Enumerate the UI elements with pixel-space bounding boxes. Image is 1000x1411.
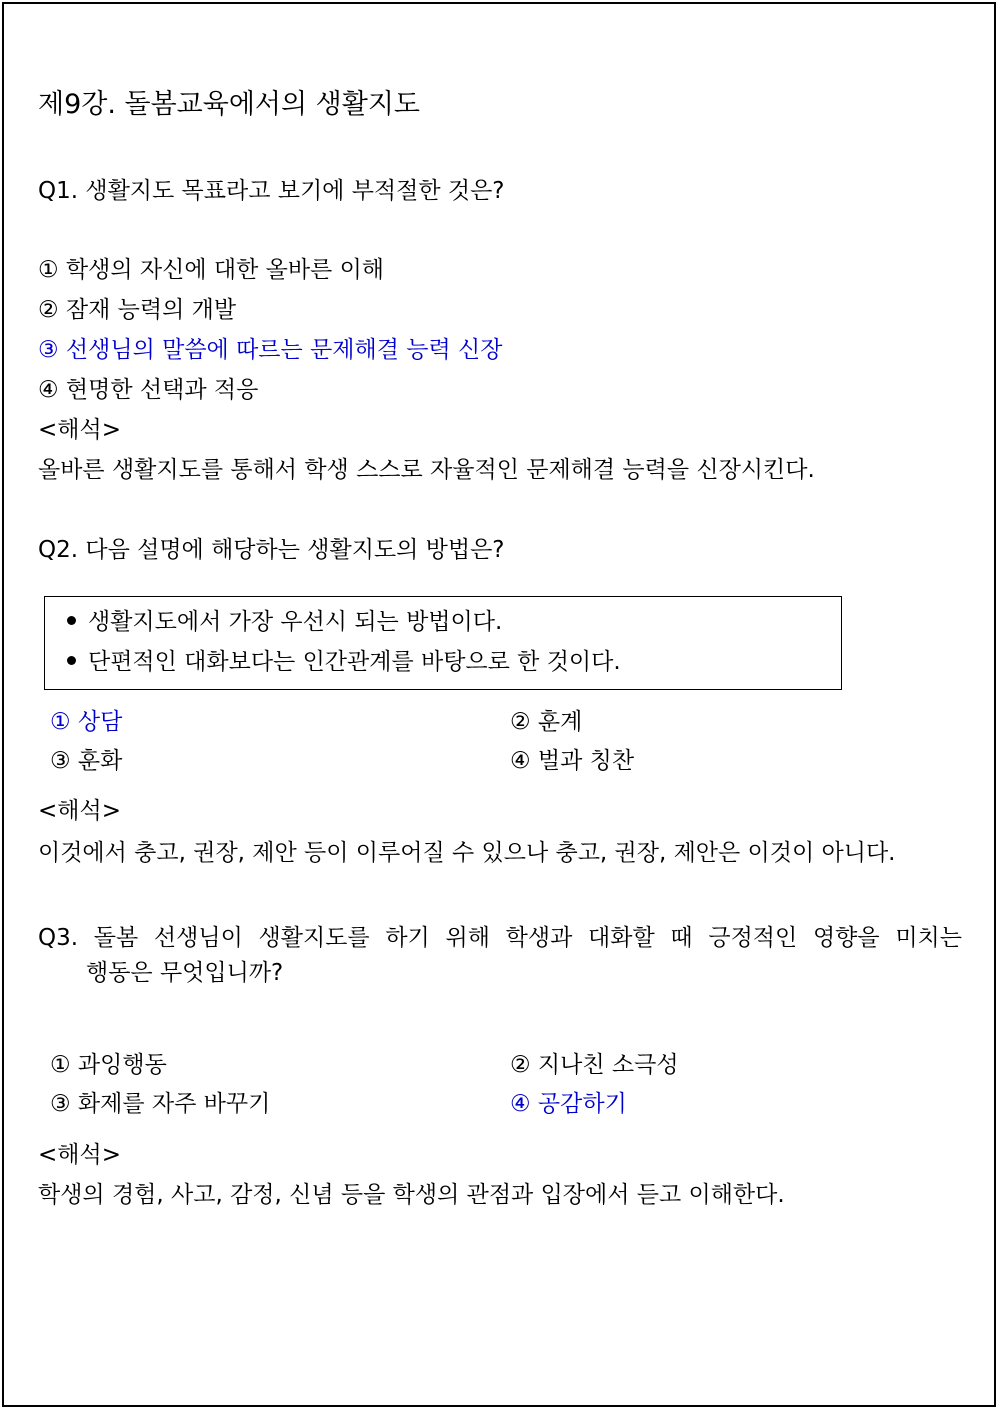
q3-option-4-answer: ④ 공감하기 <box>510 1091 627 1117</box>
q1-question: Q1. 생활지도 목표라고 보기에 부적절한 것은? <box>38 178 505 204</box>
q2-option-4: ④ 벌과 칭찬 <box>510 748 635 774</box>
bullet-icon <box>67 656 76 665</box>
q2-box-item <box>67 647 621 677</box>
q2-description-box <box>44 596 842 690</box>
q2-box-item-text: 생활지도에서 가장 우선시 되는 방법이다. <box>88 609 503 635</box>
q3-option-1: ① 과잉행동 <box>50 1052 167 1078</box>
bullet-icon <box>67 616 76 625</box>
q2-explanation: 이것에서 충고, 권장, 제안 등이 이루어질 수 있으나 충고, 권장, 제안은 이것이 아니다. <box>38 840 896 866</box>
q2-option-2: ② 훈계 <box>510 709 583 735</box>
q3-question: Q3. 돌봄 선생님이 생활지도를 하기 위해 학생과 대화할 때 긍정적인 영향을 미치는 <box>38 925 962 951</box>
q2-question: Q2. 다음 설명에 해당하는 생활지도의 방법은? <box>38 537 505 563</box>
q3-option-3: ③ 화제를 자주 바꾸기 <box>50 1091 271 1117</box>
q1-option-2: ② 잠재 능력의 개발 <box>38 297 237 323</box>
q3-option-2: ② 지나친 소극성 <box>510 1052 679 1078</box>
q2-box-item <box>67 607 502 637</box>
page-title: 제9강. 돌봄교육에서의 생활지도 <box>38 89 420 120</box>
q2-option-3: ③ 훈화 <box>50 748 123 774</box>
q2-explain-label: <해석> <box>38 798 121 824</box>
q1-option-1: ① 학생의 자신에 대한 올바른 이해 <box>38 257 385 283</box>
q1-option-3-answer: ③ 선생님의 말씀에 따르는 문제해결 능력 신장 <box>38 337 503 363</box>
q3-explanation: 학생의 경험, 사고, 감정, 신념 등을 학생의 관점과 입장에서 듣고 이해한다. <box>38 1182 785 1208</box>
q3-question-continued: 행동은 무엇입니까? <box>86 960 284 986</box>
q3-explain-label: <해석> <box>38 1142 121 1168</box>
q2-box-item-text: 단편적인 대화보다는 인간관계를 바탕으로 한 것이다. <box>88 649 621 675</box>
q1-explanation: 올바른 생활지도를 통해서 학생 스스로 자율적인 문제해결 능력을 신장시킨다. <box>38 457 815 483</box>
q2-option-1-answer: ① 상담 <box>50 709 123 735</box>
q1-explain-label: <해석> <box>38 417 121 443</box>
q1-option-4: ④ 현명한 선택과 적응 <box>38 377 259 403</box>
